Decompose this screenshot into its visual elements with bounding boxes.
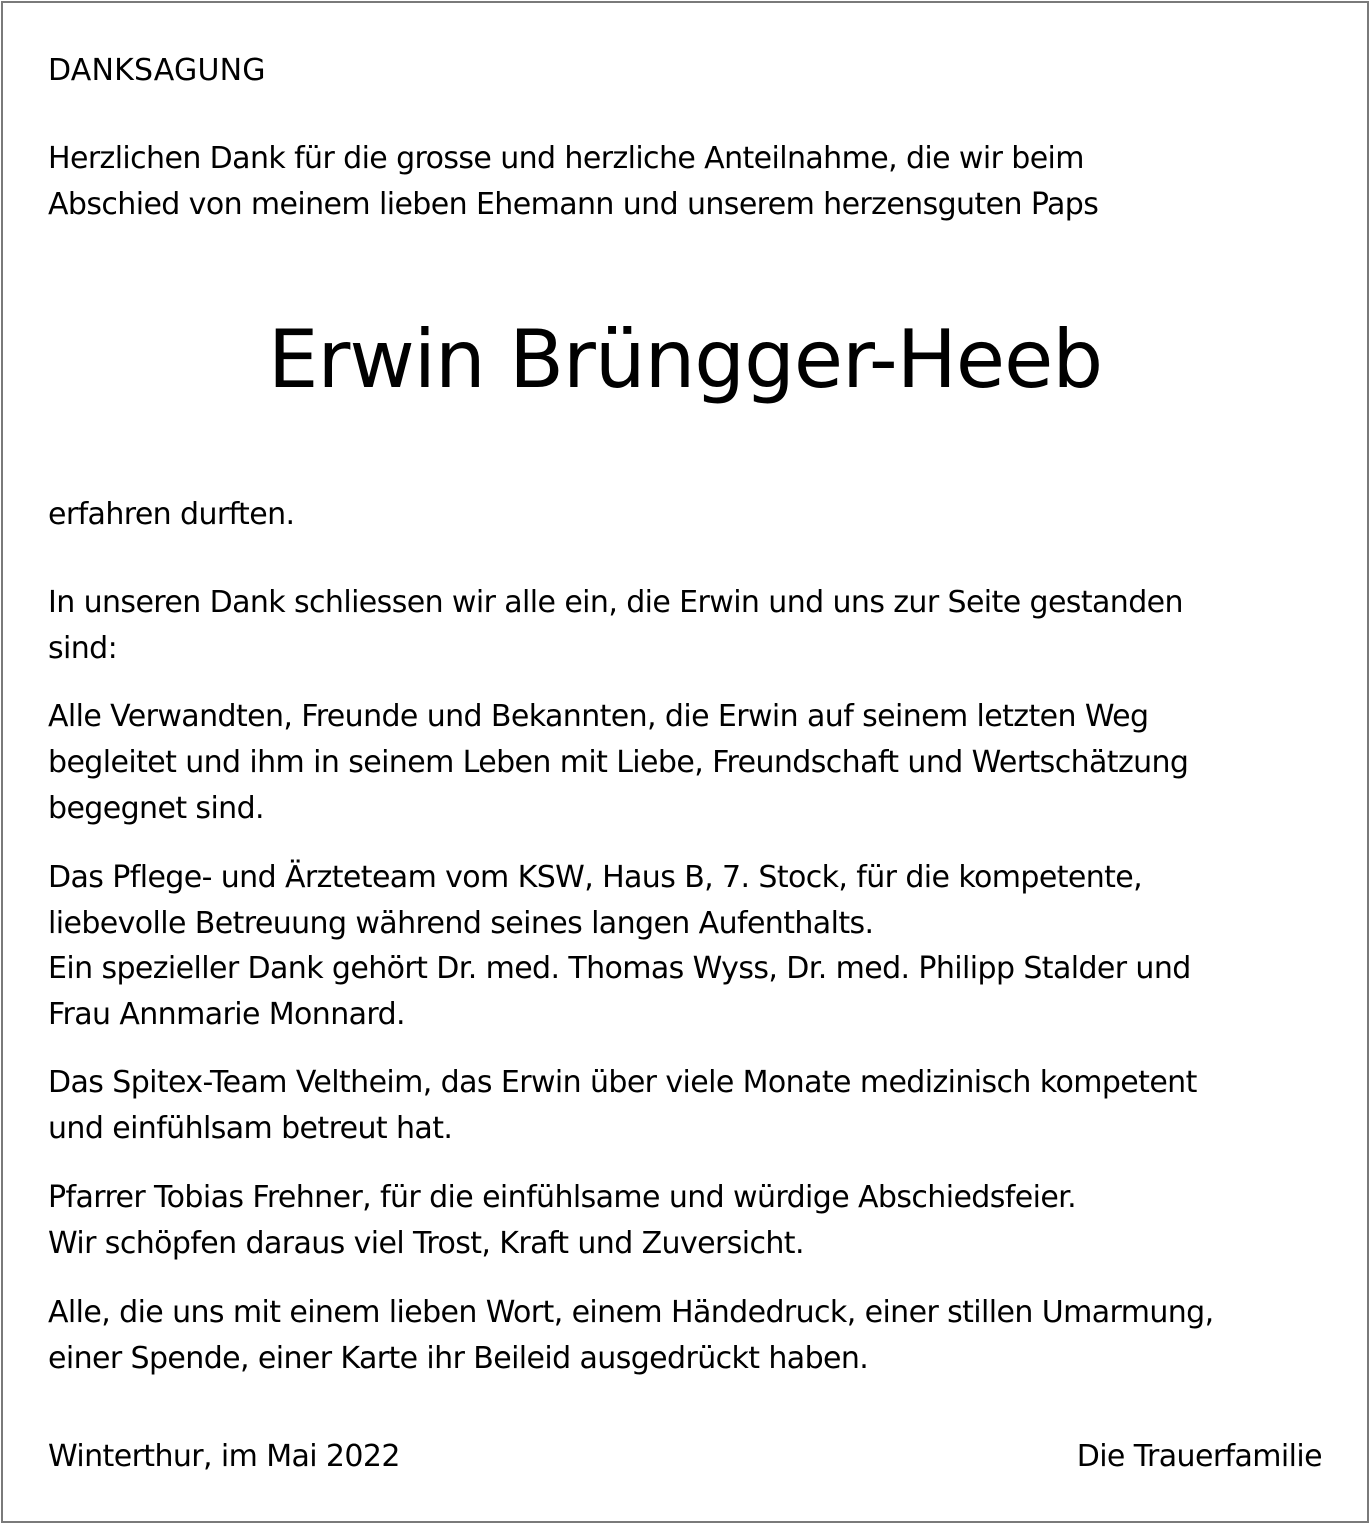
- deceased-name: Erwin Brüngger-Heeb: [267, 313, 1103, 406]
- after-name-line: erfahren durften.: [48, 497, 295, 532]
- paragraph-line: begleitet und ihm in seinem Leben mit Liebe, Freundschaft und Wertschätzung: [48, 745, 1189, 780]
- place-date: Winterthur, im Mai 2022: [48, 1439, 400, 1474]
- paragraph-line: Alle Verwandten, Freunde und Bekannten, die Erwin auf seinem letzten Weg: [48, 699, 1149, 734]
- signature: Die Trauerfamilie: [1076, 1439, 1322, 1474]
- paragraph-line: einer Spende, einer Karte ihr Beileid ausgedrückt haben.: [48, 1341, 869, 1376]
- notice-footer: [48, 1434, 1322, 1480]
- notice-heading: DANKSAGUNG: [48, 53, 266, 88]
- paragraph-line: und einfühlsam betreut hat.: [48, 1111, 453, 1146]
- paragraph-line: Alle, die uns mit einem lieben Wort, einem Händedruck, einer stillen Umarmung,: [48, 1295, 1214, 1330]
- paragraph-line: Pfarrer Tobias Frehner, für die einfühlsame und würdige Abschiedsfeier.: [48, 1180, 1077, 1215]
- paragraph-line: Das Spitex-Team Veltheim, das Erwin über viele Monate medizinisch kompetent: [48, 1065, 1197, 1100]
- intro-line: Herzlichen Dank für die grosse und herzliche Anteilnahme, die wir beim: [48, 141, 1084, 176]
- paragraph-line: Das Pflege- und Ärzteteam vom KSW, Haus B, 7. Stock, für die kompetente,: [48, 860, 1143, 895]
- paragraph-line: Ein spezieller Dank gehört Dr. med. Thomas Wyss, Dr. med. Philipp Stalder und: [48, 951, 1191, 986]
- intro-line: Abschied von meinem lieben Ehemann und unserem herzensguten Paps: [48, 187, 1099, 222]
- paragraph-line: Frau Annmarie Monnard.: [48, 997, 405, 1032]
- paragraph-line: Wir schöpfen daraus viel Trost, Kraft und Zuversicht.: [48, 1226, 804, 1261]
- paragraph-line: liebevolle Betreuung während seines langen Aufenthalts.: [48, 906, 874, 941]
- paragraph-line: In unseren Dank schliessen wir alle ein, die Erwin und uns zur Seite gestanden: [48, 585, 1183, 620]
- paragraph-line: begegnet sind.: [48, 791, 264, 826]
- paragraph-line: sind:: [48, 631, 118, 666]
